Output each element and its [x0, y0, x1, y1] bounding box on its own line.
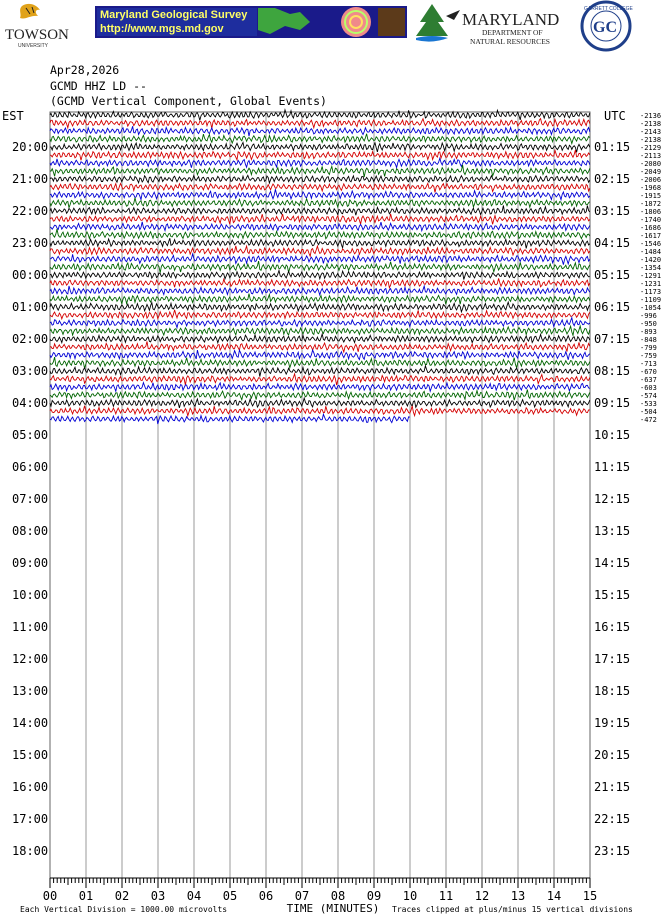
seismic-trace — [50, 134, 590, 144]
x-tick-label: 14 — [546, 889, 562, 903]
x-tick-label: 13 — [510, 889, 526, 903]
trace-count-label: -1806 — [640, 208, 662, 216]
towson-subtitle: UNIVERSITY — [18, 43, 49, 49]
seismic-trace — [50, 143, 590, 153]
x-tick-label: 11 — [438, 889, 454, 903]
seismic-trace — [50, 165, 590, 177]
trace-count-label: -1354 — [640, 264, 662, 272]
seismic-traces — [50, 110, 590, 424]
utc-hour-label: 16:15 — [594, 620, 631, 634]
trace-count-label: -1231 — [640, 280, 662, 288]
seismic-trace — [50, 189, 590, 200]
seismic-trace — [50, 302, 590, 312]
est-hour-label: 08:00 — [12, 524, 49, 538]
trace-count-label: -1109 — [640, 296, 662, 304]
est-hour-label: 03:00 — [12, 364, 49, 378]
trace-count-label: -1054 — [640, 304, 662, 312]
seismic-trace — [50, 222, 590, 231]
trace-count-label: -1546 — [640, 240, 662, 248]
est-hour-label: 20:00 — [12, 140, 49, 154]
utc-hour-label: 14:15 — [594, 556, 631, 570]
trace-count-label: -2080 — [640, 160, 662, 168]
trace-count-label: -1872 — [640, 200, 662, 208]
est-hour-label: 04:00 — [12, 396, 49, 410]
utc-hour-label: 12:15 — [594, 492, 631, 506]
dnr-name: MARYLAND — [462, 10, 560, 29]
mgs-url[interactable]: http://www.mgs.md.gov — [100, 23, 224, 35]
est-hour-label: 00:00 — [12, 268, 49, 282]
seismic-trace — [50, 398, 590, 408]
trace-count-label: -799 — [640, 344, 657, 352]
seismic-trace — [50, 334, 590, 343]
trace-count-label: -713 — [640, 360, 657, 368]
college-ring-text: GARRETT COLLEGE — [584, 6, 633, 12]
trace-count-label: -996 — [640, 312, 657, 320]
trace-count-label: -2113 — [640, 152, 662, 160]
trace-count-label: -1740 — [640, 216, 662, 224]
x-tick-label: 06 — [258, 889, 274, 903]
seismic-trace — [50, 110, 590, 121]
trace-count-label: -472 — [640, 416, 657, 424]
x-tick-label: 03 — [150, 889, 166, 903]
seismic-trace — [50, 374, 590, 385]
utc-hour-label: 01:15 — [594, 140, 631, 154]
trace-count-label: -2049 — [640, 168, 662, 176]
utc-axis-label: UTC — [604, 109, 626, 123]
trace-count-label: -574 — [640, 392, 657, 400]
trace-count-label: -759 — [640, 352, 657, 360]
trace-count-label: -2136 — [640, 112, 662, 120]
seismic-trace — [50, 261, 590, 273]
seismic-trace — [50, 366, 590, 377]
utc-hour-label: 20:15 — [594, 748, 631, 762]
seismic-trace — [50, 238, 590, 248]
x-tick-label: 07 — [294, 889, 310, 903]
trace-count-label: -670 — [640, 368, 657, 376]
trace-count-label: -893 — [640, 328, 657, 336]
utc-hour-label: 17:15 — [594, 652, 631, 666]
x-tick-label: 00 — [42, 889, 58, 903]
station-code: GCMD HHZ LD -- — [50, 79, 147, 93]
utc-hour-label: 11:15 — [594, 460, 631, 474]
x-tick-label: 09 — [366, 889, 382, 903]
trace-count-label: -1420 — [640, 256, 662, 264]
utc-hour-label: 08:15 — [594, 364, 631, 378]
utc-hour-label: 10:15 — [594, 428, 631, 442]
mgs-title: Maryland Geological Survey — [100, 9, 248, 21]
trace-count-label: -504 — [640, 408, 657, 416]
towson-name: TOWSON — [5, 27, 69, 43]
trace-count-label: -2138 — [640, 136, 662, 144]
x-tick-label: 02 — [114, 889, 130, 903]
trace-count-label: -533 — [640, 400, 657, 408]
utc-hour-label: 18:15 — [594, 684, 631, 698]
trace-count-label: -950 — [640, 320, 657, 328]
est-axis-label: EST — [2, 109, 24, 123]
seismic-trace — [50, 158, 590, 167]
utc-hour-label: 09:15 — [594, 396, 631, 410]
trace-count-label: -2129 — [640, 144, 662, 152]
utc-hour-label: 22:15 — [594, 812, 631, 826]
x-tick-label: 12 — [474, 889, 490, 903]
trace-count-label: -2006 — [640, 176, 662, 184]
est-hour-label: 15:00 — [12, 748, 49, 762]
x-tick-label: 04 — [186, 889, 202, 903]
seismic-trace — [50, 246, 590, 256]
trace-count-label: -1915 — [640, 192, 662, 200]
seismic-trace — [50, 150, 590, 160]
trace-count-label: -2143 — [640, 128, 662, 136]
trace-count-label: -1617 — [640, 232, 662, 240]
utc-hour-label: 23:15 — [594, 844, 631, 858]
dnr-line2: NATURAL RESOURCES — [470, 37, 550, 46]
vertical-division-note: Each Vertical Division = 1000.00 microvolts — [20, 905, 228, 914]
est-hour-label: 05:00 — [12, 428, 49, 442]
seismic-trace — [50, 214, 590, 225]
est-hour-label: 16:00 — [12, 780, 49, 794]
clipping-note: Traces clipped at plus/minus 15 vertical divisions — [392, 905, 633, 914]
trace-count-label: -1968 — [640, 184, 662, 192]
seismic-trace — [50, 326, 590, 335]
x-tick-label: 05 — [222, 889, 238, 903]
seismic-trace — [50, 286, 590, 295]
utc-hour-label: 21:15 — [594, 780, 631, 794]
trace-count-label: -1291 — [640, 272, 662, 280]
seismic-trace — [50, 175, 590, 183]
est-hour-label: 21:00 — [12, 172, 49, 186]
x-tick-label: 08 — [330, 889, 346, 903]
seismic-trace — [50, 310, 590, 319]
trace-count-label: -1173 — [640, 288, 662, 296]
x-tick-label: 15 — [582, 889, 598, 903]
x-tick-label: 01 — [78, 889, 94, 903]
utc-hour-label: 03:15 — [594, 204, 631, 218]
chart-date: Apr28,2026 — [50, 63, 120, 77]
est-hour-label: 12:00 — [12, 652, 49, 666]
est-hour-label: 13:00 — [12, 684, 49, 698]
est-hour-label: 11:00 — [12, 620, 49, 634]
est-hour-label: 17:00 — [12, 812, 49, 826]
seismic-trace — [50, 229, 590, 239]
seismic-trace — [50, 183, 590, 192]
est-hour-label: 02:00 — [12, 332, 49, 346]
utc-hour-label: 13:15 — [594, 524, 631, 538]
seismic-trace — [50, 198, 590, 208]
est-hour-label: 10:00 — [12, 588, 49, 602]
seismic-trace — [50, 406, 590, 416]
x-axis-title: TIME (MINUTES) — [286, 902, 380, 915]
seismic-trace — [50, 350, 590, 360]
x-tick-label: 10 — [402, 889, 418, 903]
utc-hour-label: 04:15 — [594, 236, 631, 250]
trace-count-label: -848 — [640, 336, 657, 344]
seismic-trace — [50, 126, 590, 136]
trace-count-label: -2138 — [640, 120, 662, 128]
utc-hour-label: 07:15 — [594, 332, 631, 346]
trace-count-label: -1484 — [640, 248, 662, 256]
utc-hour-label: 02:15 — [594, 172, 631, 186]
seismic-trace — [50, 357, 590, 368]
est-hour-label: 23:00 — [12, 236, 49, 250]
seismic-trace — [50, 318, 590, 328]
seismic-trace — [50, 119, 590, 129]
seismic-trace — [50, 383, 590, 392]
utc-hour-label: 05:15 — [594, 268, 631, 282]
trace-count-label: -637 — [640, 376, 657, 384]
trace-count-label: -1686 — [640, 224, 662, 232]
seismic-trace — [50, 341, 590, 352]
est-hour-label: 06:00 — [12, 460, 49, 474]
est-hour-label: 07:00 — [12, 492, 49, 506]
seismic-trace — [50, 254, 590, 265]
est-hour-label: 14:00 — [12, 716, 49, 730]
utc-hour-label: 19:15 — [594, 716, 631, 730]
seismic-trace — [50, 270, 590, 279]
est-hour-label: 18:00 — [12, 844, 49, 858]
dnr-line1: DEPARTMENT OF — [482, 28, 543, 37]
utc-hour-label: 15:15 — [594, 588, 631, 602]
utc-hour-label: 06:15 — [594, 300, 631, 314]
est-hour-label: 01:00 — [12, 300, 49, 314]
college-initials: GC — [593, 19, 617, 36]
trace-count-label: -603 — [640, 384, 657, 392]
est-hour-label: 22:00 — [12, 204, 49, 218]
est-hour-label: 09:00 — [12, 556, 49, 570]
component-description: (GCMD Vertical Component, Global Events) — [50, 94, 327, 108]
seismic-trace — [50, 390, 590, 401]
